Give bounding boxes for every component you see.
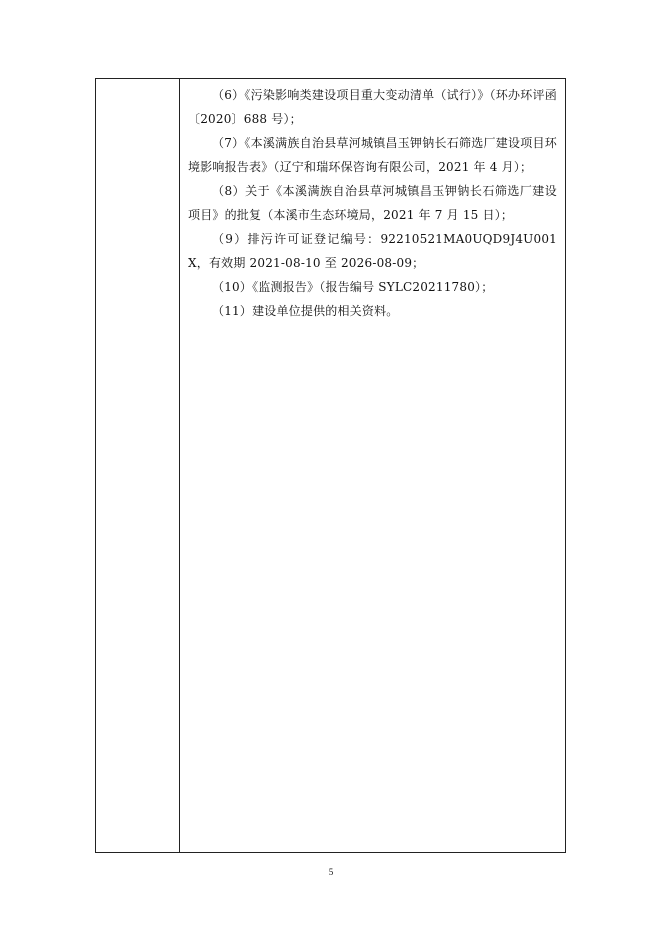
table-label-cell <box>96 79 180 852</box>
reference-item-7: （7）《本溪满族自治县草河城镇昌玉钾钠长石筛选厂建设项目环境影响报告表》（辽宁和瑞环保咨询有限公司，2021 年 4 月）； <box>188 136 557 174</box>
reference-item-9: （9）排污许可证登记编号：92210521MA0UQD9J4U001X，有效期 2021-08-10 至 2026-08-09； <box>188 232 557 270</box>
reference-item-11: （11）建设单位提供的相关资料。 <box>212 304 399 318</box>
reference-item-6: （6）《污染影响类建设项目重大变动清单（试行）》（环办环评函〔2020〕688 号）； <box>188 88 557 126</box>
reference-item-8: （8）关于《本溪满族自治县草河城镇昌玉钾钠长石筛选厂建设项目》的批复（本溪市生态环境局，2021 年 7 月 15 日）； <box>188 184 557 222</box>
table-content-cell <box>180 79 565 852</box>
page-number: 5 <box>328 867 334 877</box>
document-table <box>95 78 566 853</box>
reference-item-10: （10）《监测报告》（报告编号 SYLC20211780）； <box>212 280 494 294</box>
